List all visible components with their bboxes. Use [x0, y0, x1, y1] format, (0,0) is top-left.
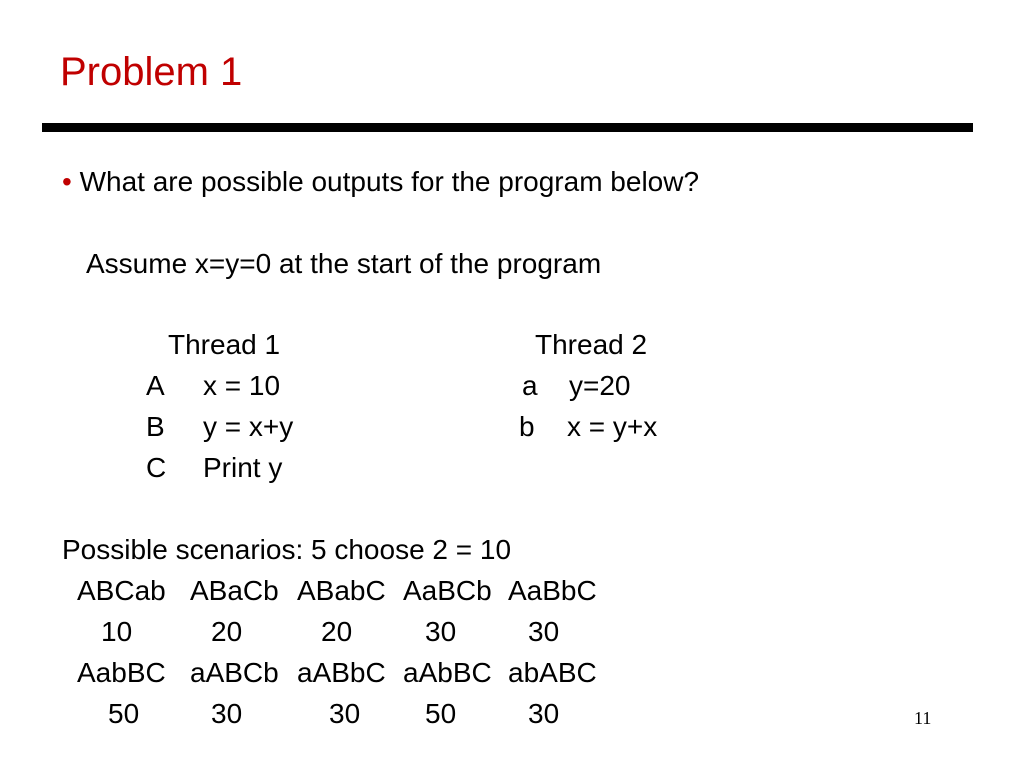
scenario-output: 20	[211, 616, 243, 647]
thread-2-step-label: a	[522, 370, 538, 401]
thread-1-step-label: A	[146, 370, 165, 401]
thread-1-step-label: C	[146, 452, 167, 483]
thread-1-step-code: x = 10	[203, 370, 281, 401]
scenario-output: 20	[321, 616, 353, 647]
thread-1-step-label: B	[146, 411, 165, 442]
thread-2-step-code: y=20	[569, 370, 631, 401]
thread-2-step-label: b	[519, 411, 535, 442]
scenario-output: 10	[101, 616, 133, 647]
scenario-order: aABbC	[297, 657, 386, 688]
scenario-output: 30	[528, 616, 560, 647]
scenario-output: 30	[528, 698, 560, 729]
bullet-icon: •	[62, 166, 72, 197]
scenario-order: AaBCb	[403, 575, 492, 606]
scenario-order: AaBbC	[508, 575, 597, 606]
thread-1-step-code: y = x+y	[203, 411, 294, 442]
thread-1-step-code: Print y	[203, 452, 283, 483]
title-divider	[42, 123, 973, 132]
scenario-order: AabBC	[77, 657, 166, 688]
scenario-order: ABabC	[297, 575, 386, 606]
thread-2-step-code: x = y+x	[567, 411, 658, 442]
question-text: What are possible outputs for the program below?	[79, 166, 700, 197]
scenario-output: 50	[425, 698, 457, 729]
slide-title: Problem 1	[60, 50, 243, 94]
scenario-output: 50	[108, 698, 140, 729]
scenario-output: 30	[425, 616, 457, 647]
question-bullet	[62, 168, 699, 196]
scenario-order: abABC	[508, 657, 597, 688]
thread-2-header: Thread 2	[535, 329, 648, 360]
scenario-output: 30	[329, 698, 361, 729]
page-number: 11	[914, 708, 932, 728]
assumption-text: Assume x=y=0 at the start of the program	[86, 248, 602, 279]
scenarios-heading: Possible scenarios: 5 choose 2 = 10	[62, 534, 512, 565]
scenario-order: ABCab	[77, 575, 166, 606]
scenario-order: aABCb	[190, 657, 279, 688]
scenario-order: ABaCb	[190, 575, 279, 606]
scenario-output: 30	[211, 698, 243, 729]
thread-1-header: Thread 1	[168, 329, 281, 360]
scenario-order: aAbBC	[403, 657, 492, 688]
